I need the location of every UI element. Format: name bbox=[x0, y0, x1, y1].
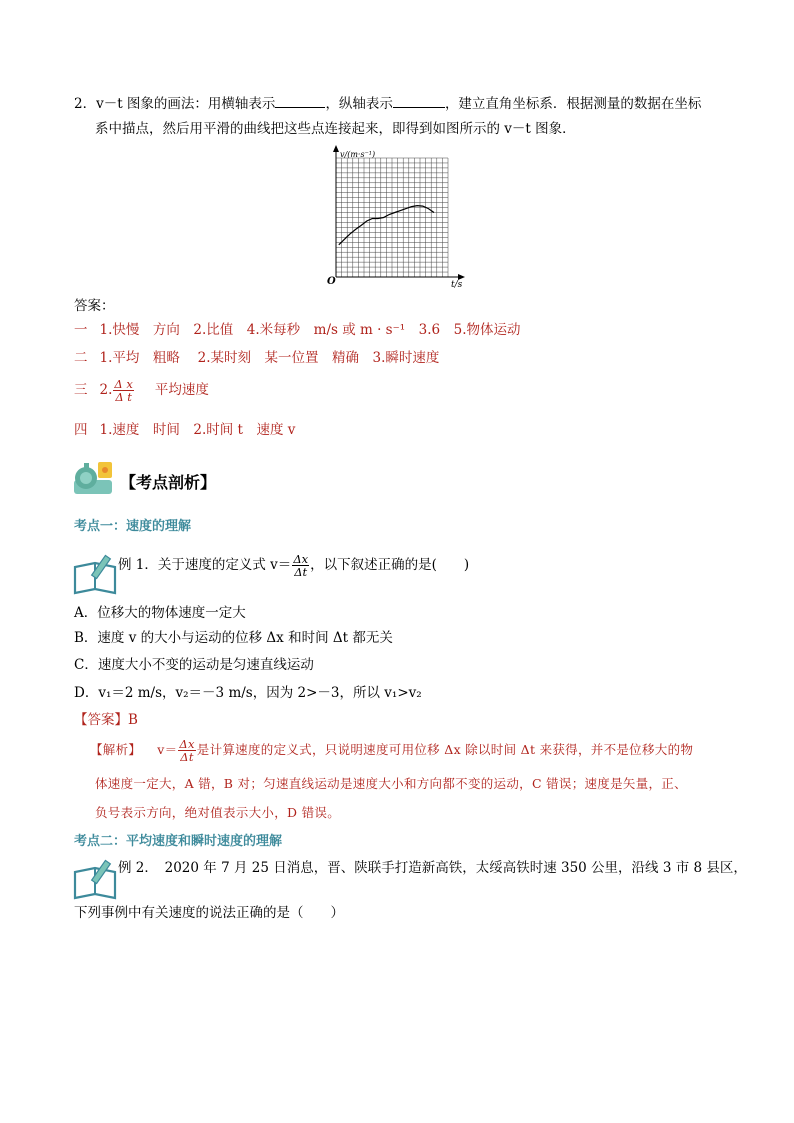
example2-question-line1: 例 2． 2020 年 7 月 25 日消息，晋、陕联手打造新高铁，太绥高铁时速 350 公里，沿线 3 市 8 县区， bbox=[118, 860, 747, 876]
vt-chart bbox=[320, 140, 470, 290]
explanation-fraction: $\frac{\Delta x}{\Delta t}$ bbox=[179, 737, 195, 764]
explanation-line-1: 【解析】 v＝ $\frac{\Delta x}{\Delta t}$ 是计算速度的定义式，只说明速度可用位移 Δx 除以时间 Δt 来获得，并不是位移大的物 bbox=[90, 737, 694, 764]
option-c: C．速度大小不变的运动是匀速直线运动 bbox=[74, 657, 314, 673]
q2-line2: 系中描点，然后用平滑的曲线把这些点连接起来，即得到如图所示的 v－t 图象． bbox=[95, 121, 576, 137]
example2-question-line2: 下列事例中有关速度的说法正确的是（ ） bbox=[74, 905, 344, 921]
flask-icon bbox=[72, 460, 116, 496]
book-pencil-icon bbox=[72, 858, 118, 900]
answer-label: 【答案】B bbox=[74, 712, 138, 728]
chart-grid bbox=[336, 158, 448, 277]
explanation-line-2: 体速度一定大，A 错，B 对；匀速直线运动是速度大小和方向都不变的运动，C 错误；速度是矢量，正、 bbox=[95, 776, 687, 791]
q2-line1: 2．v－t 图象的画法：用横轴表示 ，纵轴表示 ，建立直角坐标系．根据测量的数据在坐标 bbox=[74, 96, 702, 112]
blank-1 bbox=[275, 95, 325, 108]
point2-title: 考点二：平均速度和瞬时速度的理解 bbox=[74, 834, 283, 849]
answer-row-3: 三 2. $\frac{\text{Δ x}}{\text{Δ t}}$ 平均速度 bbox=[74, 377, 209, 404]
answers-heading: 答案： bbox=[74, 298, 115, 314]
answer-fraction: $\frac{\text{Δ x}}{\text{Δ t}}$ bbox=[114, 377, 133, 404]
y-axis-label: v/(m·s⁻¹) bbox=[340, 150, 376, 159]
answer-row-2: 二 1.平均 粗略 2.某时刻 某一位置 精确 3.瞬时速度 bbox=[74, 350, 440, 366]
answer-row-1: 一 1.快慢 方向 2.比值 4.米每秒 m/s 或 m · s⁻¹ 3.6 5.物体运动 bbox=[74, 322, 521, 338]
book-pencil-icon bbox=[72, 553, 118, 595]
answer-row-4: 四 1.速度 时间 2.时间 t 速度 v bbox=[74, 422, 296, 438]
option-b: B．速度 v 的大小与运动的位移 Δx 和时间 Δt 都无关 bbox=[74, 630, 393, 646]
y-axis-arrow bbox=[333, 145, 339, 152]
origin-label: O bbox=[327, 276, 336, 287]
x-axis-label: t/s bbox=[451, 280, 463, 290]
option-d: D．v₁＝2 m/s，v₂＝－3 m/s，因为 2>－3，所以 v₁>v₂ bbox=[74, 685, 422, 701]
example1-question: 例 1．关于速度的定义式 v＝ $\frac{\Delta x}{\Delta t}$ ，以下叙述正确的是( ) bbox=[118, 552, 470, 579]
point1-title: 考点一：速度的理解 bbox=[74, 519, 192, 534]
blank-2 bbox=[393, 95, 445, 108]
explanation-line-3: 负号表示方向，绝对值表示大小，D 错误。 bbox=[95, 805, 340, 820]
option-a: A．位移大的物体速度一定大 bbox=[74, 605, 246, 621]
definition-fraction: $\frac{\Delta x}{\Delta t}$ bbox=[293, 552, 309, 579]
section-title: 【考点剖析】 bbox=[120, 473, 217, 492]
